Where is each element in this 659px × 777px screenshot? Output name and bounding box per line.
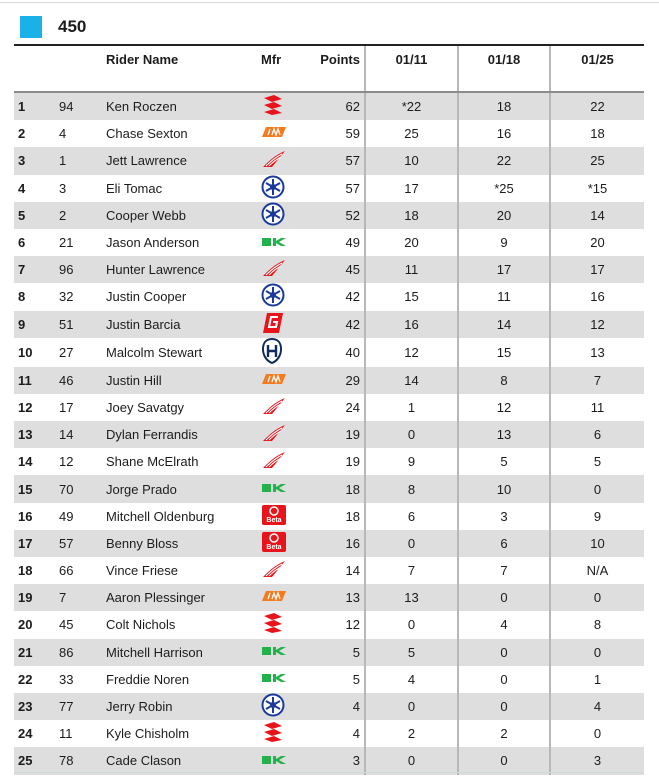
points-cell: 57 <box>315 147 365 174</box>
table-row[interactable] <box>14 693 644 720</box>
manufacturer-cell <box>261 338 315 367</box>
race-0125-cell: 0 <box>550 584 644 611</box>
rider-name-cell: Justin Cooper <box>106 283 261 310</box>
col-header-points[interactable]: Points <box>315 46 365 92</box>
points-cell: 62 <box>315 92 365 120</box>
rider-number-cell: 86 <box>55 639 106 666</box>
race-0111-cell: 17 <box>365 175 458 202</box>
race-0125-cell: 13 <box>550 338 644 367</box>
table-row[interactable] <box>14 256 644 283</box>
table-row[interactable] <box>14 611 644 638</box>
race-0125-cell: 0 <box>550 475 644 502</box>
race-0111-cell: 5 <box>365 639 458 666</box>
ktm-logo-icon <box>261 125 287 142</box>
manufacturer-cell <box>261 120 315 147</box>
manufacturer-cell <box>261 448 315 475</box>
manufacturer-cell <box>261 394 315 421</box>
position-cell: 18 <box>14 557 55 584</box>
ktm-logo-icon <box>261 372 287 389</box>
rider-name-cell: Vince Friese <box>106 557 261 584</box>
position-cell: 10 <box>14 338 55 367</box>
race-0111-cell: 20 <box>365 229 458 256</box>
manufacturer-cell <box>261 747 315 774</box>
race-0118-cell: 17 <box>458 256 550 283</box>
race-0111-cell: 12 <box>365 338 458 367</box>
suzuki-logo-icon <box>261 612 285 637</box>
rider-name-cell: Aaron Plessinger <box>106 584 261 611</box>
points-cell: 4 <box>315 693 365 720</box>
race-0125-cell: 11 <box>550 394 644 421</box>
manufacturer-cell <box>261 175 315 202</box>
rider-number-cell: 77 <box>55 693 106 720</box>
position-cell: 9 <box>14 311 55 338</box>
points-cell: 24 <box>315 394 365 421</box>
manufacturer-cell <box>261 311 315 338</box>
race-0111-cell: 4 <box>365 666 458 693</box>
table-row[interactable] <box>14 720 644 747</box>
position-cell: 20 <box>14 611 55 638</box>
position-cell: 19 <box>14 584 55 611</box>
race-0125-cell: 6 <box>550 421 644 448</box>
race-0111-cell: 11 <box>365 256 458 283</box>
rider-name-cell: Jason Anderson <box>106 229 261 256</box>
yamaha-logo-icon <box>261 175 285 202</box>
manufacturer-cell <box>261 611 315 638</box>
honda-logo-icon <box>261 423 287 446</box>
yamaha-logo-icon <box>261 693 285 720</box>
table-row[interactable] <box>14 530 644 557</box>
race-0125-cell: 16 <box>550 283 644 310</box>
race-0125-cell: 12 <box>550 311 644 338</box>
position-cell: 13 <box>14 421 55 448</box>
race-0111-cell: 0 <box>365 530 458 557</box>
husqvarna-logo-icon <box>261 338 283 367</box>
honda-logo-icon <box>261 396 287 419</box>
table-row[interactable] <box>14 229 644 256</box>
rider-name-cell: Malcolm Stewart <box>106 338 261 367</box>
race-0111-cell: 9 <box>365 448 458 475</box>
position-cell: 16 <box>14 503 55 530</box>
race-0118-cell: *25 <box>458 175 550 202</box>
rider-name-cell: Kyle Chisholm <box>106 720 261 747</box>
position-cell: 1 <box>14 92 55 120</box>
beta-logo-icon <box>261 531 287 556</box>
rider-name-cell: Jorge Prado <box>106 475 261 502</box>
table-row[interactable] <box>14 421 644 448</box>
rider-name-cell: Mitchell Harrison <box>106 639 261 666</box>
position-cell: 25 <box>14 747 55 774</box>
position-cell: 23 <box>14 693 55 720</box>
race-0118-cell: 0 <box>458 584 550 611</box>
race-0111-cell: 0 <box>365 611 458 638</box>
position-cell: 24 <box>14 720 55 747</box>
table-row[interactable] <box>14 584 644 611</box>
race-0111-cell: 13 <box>365 584 458 611</box>
table-row[interactable] <box>14 639 644 666</box>
points-cell: 18 <box>315 475 365 502</box>
manufacturer-cell <box>261 639 315 666</box>
rider-number-cell: 7 <box>55 584 106 611</box>
race-0125-cell: 4 <box>550 693 644 720</box>
race-0125-cell: 0 <box>550 720 644 747</box>
race-0118-cell: 15 <box>458 338 550 367</box>
rider-name-cell: Jerry Robin <box>106 693 261 720</box>
position-cell: 11 <box>14 367 55 394</box>
suzuki-logo-icon <box>261 94 285 119</box>
rider-number-cell: 96 <box>55 256 106 283</box>
rider-name-cell: Justin Barcia <box>106 311 261 338</box>
table-row[interactable] <box>14 283 644 310</box>
rider-name-cell: Justin Hill <box>106 367 261 394</box>
honda-logo-icon <box>261 559 287 582</box>
race-0111-cell: 25 <box>365 120 458 147</box>
rider-number-cell: 45 <box>55 611 106 638</box>
rider-name-cell: Cade Clason <box>106 747 261 774</box>
manufacturer-cell <box>261 421 315 448</box>
yamaha-logo-icon <box>261 283 285 310</box>
race-0111-cell: 18 <box>365 202 458 229</box>
race-0118-cell: 9 <box>458 229 550 256</box>
rider-number-cell: 78 <box>55 747 106 774</box>
race-0125-cell: 5 <box>550 448 644 475</box>
svg-text:Beta: Beta <box>266 516 282 524</box>
race-0118-cell: 5 <box>458 448 550 475</box>
rider-name-cell: Shane McElrath <box>106 448 261 475</box>
race-0118-cell: 13 <box>458 421 550 448</box>
manufacturer-cell <box>261 256 315 283</box>
rider-number-cell: 32 <box>55 283 106 310</box>
race-0118-cell: 0 <box>458 747 550 774</box>
position-cell: 15 <box>14 475 55 502</box>
kawasaki-logo-icon <box>261 672 287 687</box>
honda-logo-icon <box>261 258 287 281</box>
points-cell: 49 <box>315 229 365 256</box>
race-0118-cell: 20 <box>458 202 550 229</box>
race-0125-cell: 8 <box>550 611 644 638</box>
standings-table <box>14 46 644 775</box>
race-0118-cell: 11 <box>458 283 550 310</box>
race-0125-cell: 22 <box>550 92 644 120</box>
race-0125-cell: 17 <box>550 256 644 283</box>
rider-number-cell: 33 <box>55 666 106 693</box>
table-row[interactable] <box>14 92 644 120</box>
race-0118-cell: 0 <box>458 639 550 666</box>
col-header-race-0118[interactable]: 01/18 <box>458 46 550 92</box>
race-0125-cell: 3 <box>550 747 644 774</box>
kawasaki-logo-icon <box>261 236 287 251</box>
points-cell: 4 <box>315 720 365 747</box>
manufacturer-cell <box>261 503 315 530</box>
rider-number-cell: 21 <box>55 229 106 256</box>
points-cell: 5 <box>315 666 365 693</box>
race-0111-cell: 0 <box>365 421 458 448</box>
race-0125-cell: 18 <box>550 120 644 147</box>
manufacturer-cell <box>261 283 315 310</box>
points-cell: 45 <box>315 256 365 283</box>
honda-logo-icon <box>261 149 287 172</box>
race-0118-cell: 22 <box>458 147 550 174</box>
points-cell: 5 <box>315 639 365 666</box>
position-cell: 14 <box>14 448 55 475</box>
position-cell: 6 <box>14 229 55 256</box>
race-0111-cell: 10 <box>365 147 458 174</box>
col-header-race-0125[interactable]: 01/25 <box>550 46 644 92</box>
race-0118-cell: 7 <box>458 557 550 584</box>
position-cell: 3 <box>14 147 55 174</box>
rider-number-cell: 17 <box>55 394 106 421</box>
position-cell: 7 <box>14 256 55 283</box>
position-cell: 2 <box>14 120 55 147</box>
suzuki-logo-icon <box>261 721 285 746</box>
race-0125-cell: 7 <box>550 367 644 394</box>
table-row[interactable] <box>14 475 644 502</box>
manufacturer-cell <box>261 530 315 557</box>
col-header-pos <box>14 46 55 92</box>
ktm-logo-icon <box>261 589 287 606</box>
position-cell: 8 <box>14 283 55 310</box>
race-0118-cell: 3 <box>458 503 550 530</box>
position-cell: 22 <box>14 666 55 693</box>
race-0118-cell: 12 <box>458 394 550 421</box>
race-0111-cell: 15 <box>365 283 458 310</box>
table-row[interactable] <box>14 367 644 394</box>
points-cell: 19 <box>315 421 365 448</box>
rider-number-cell: 70 <box>55 475 106 502</box>
race-0118-cell: 4 <box>458 611 550 638</box>
race-0118-cell: 16 <box>458 120 550 147</box>
points-cell: 12 <box>315 611 365 638</box>
table-row[interactable] <box>14 448 644 475</box>
rider-number-cell: 27 <box>55 338 106 367</box>
table-header-row <box>14 46 644 92</box>
race-0125-cell: *15 <box>550 175 644 202</box>
beta-logo-icon <box>261 504 287 529</box>
kawasaki-logo-icon <box>261 482 287 497</box>
rider-name-cell: Mitchell Oldenburg <box>106 503 261 530</box>
table-row[interactable] <box>14 503 644 530</box>
manufacturer-cell <box>261 92 315 120</box>
gasgas-logo-icon <box>261 312 285 337</box>
rider-number-cell: 1 <box>55 147 106 174</box>
race-0111-cell: 14 <box>365 367 458 394</box>
race-0118-cell: 6 <box>458 530 550 557</box>
points-cell: 14 <box>315 557 365 584</box>
race-0125-cell: 20 <box>550 229 644 256</box>
manufacturer-cell <box>261 584 315 611</box>
race-0118-cell: 2 <box>458 720 550 747</box>
race-0111-cell: 7 <box>365 557 458 584</box>
manufacturer-cell <box>261 367 315 394</box>
points-cell: 29 <box>315 367 365 394</box>
table-row[interactable] <box>14 147 644 174</box>
table-row[interactable] <box>14 311 644 338</box>
points-cell: 18 <box>315 503 365 530</box>
points-cell: 59 <box>315 120 365 147</box>
rider-number-cell: 49 <box>55 503 106 530</box>
points-cell: 16 <box>315 530 365 557</box>
position-cell: 21 <box>14 639 55 666</box>
kawasaki-logo-icon <box>261 645 287 660</box>
race-0125-cell: 14 <box>550 202 644 229</box>
race-0118-cell: 0 <box>458 693 550 720</box>
points-cell: 42 <box>315 283 365 310</box>
rider-name-cell: Chase Sexton <box>106 120 261 147</box>
bottom-divider <box>14 772 644 773</box>
points-cell: 57 <box>315 175 365 202</box>
manufacturer-cell <box>261 475 315 502</box>
rider-name-cell: Benny Bloss <box>106 530 261 557</box>
rider-number-cell: 66 <box>55 557 106 584</box>
col-header-rider[interactable]: Rider Name <box>106 46 261 92</box>
rider-number-cell: 57 <box>55 530 106 557</box>
race-0111-cell: 8 <box>365 475 458 502</box>
col-header-number <box>55 46 106 92</box>
points-cell: 52 <box>315 202 365 229</box>
manufacturer-cell <box>261 666 315 693</box>
position-cell: 12 <box>14 394 55 421</box>
race-0125-cell: 9 <box>550 503 644 530</box>
table-row[interactable] <box>14 747 644 774</box>
race-0118-cell: 10 <box>458 475 550 502</box>
position-cell: 5 <box>14 202 55 229</box>
rider-number-cell: 14 <box>55 421 106 448</box>
race-0125-cell: 0 <box>550 639 644 666</box>
table-row[interactable] <box>14 120 644 147</box>
col-header-race-0111[interactable]: 01/11 <box>365 46 458 92</box>
points-cell: 3 <box>315 747 365 774</box>
race-0125-cell: 10 <box>550 530 644 557</box>
race-0111-cell: 16 <box>365 311 458 338</box>
honda-logo-icon <box>261 450 287 473</box>
rider-name-cell: Eli Tomac <box>106 175 261 202</box>
race-0111-cell: 0 <box>365 693 458 720</box>
race-0111-cell: 0 <box>365 747 458 774</box>
race-0118-cell: 18 <box>458 92 550 120</box>
manufacturer-cell <box>261 147 315 174</box>
race-0118-cell: 14 <box>458 311 550 338</box>
race-0125-cell: 1 <box>550 666 644 693</box>
table-row[interactable] <box>14 394 644 421</box>
svg-text:Beta: Beta <box>266 543 282 551</box>
rider-number-cell: 51 <box>55 311 106 338</box>
position-cell: 17 <box>14 530 55 557</box>
manufacturer-cell <box>261 693 315 720</box>
rider-name-cell: Ken Roczen <box>106 92 261 120</box>
class-header <box>20 15 86 39</box>
points-cell: 42 <box>315 311 365 338</box>
class-title: 450 <box>58 17 87 36</box>
race-0111-cell: 6 <box>365 503 458 530</box>
points-cell: 13 <box>315 584 365 611</box>
rider-number-cell: 94 <box>55 92 106 120</box>
rider-name-cell: Cooper Webb <box>106 202 261 229</box>
manufacturer-cell <box>261 557 315 584</box>
rider-name-cell: Dylan Ferrandis <box>106 421 261 448</box>
race-0111-cell: 2 <box>365 720 458 747</box>
rider-number-cell: 4 <box>55 120 106 147</box>
race-0125-cell: 25 <box>550 147 644 174</box>
rider-number-cell: 3 <box>55 175 106 202</box>
table-row[interactable] <box>14 202 644 229</box>
points-cell: 19 <box>315 448 365 475</box>
table-row[interactable] <box>14 666 644 693</box>
manufacturer-cell <box>261 202 315 229</box>
rider-name-cell: Jett Lawrence <box>106 147 261 174</box>
table-row[interactable] <box>14 557 644 584</box>
rider-name-cell: Freddie Noren <box>106 666 261 693</box>
rider-number-cell: 12 <box>55 448 106 475</box>
rider-name-cell: Colt Nichols <box>106 611 261 638</box>
race-0125-cell: N/A <box>550 557 644 584</box>
race-0118-cell: 8 <box>458 367 550 394</box>
class-color-swatch <box>20 16 42 38</box>
kawasaki-logo-icon <box>261 754 287 769</box>
rider-name-cell: Joey Savatgy <box>106 394 261 421</box>
position-cell: 4 <box>14 175 55 202</box>
col-header-mfr[interactable]: Mfr <box>261 46 315 92</box>
yamaha-logo-icon <box>261 202 285 229</box>
race-0118-cell: 0 <box>458 666 550 693</box>
rider-number-cell: 2 <box>55 202 106 229</box>
manufacturer-cell <box>261 229 315 256</box>
rider-number-cell: 11 <box>55 720 106 747</box>
top-divider <box>0 2 659 3</box>
manufacturer-cell <box>261 720 315 747</box>
table-row[interactable] <box>14 175 644 202</box>
race-0111-cell: *22 <box>365 92 458 120</box>
race-0111-cell: 1 <box>365 394 458 421</box>
table-row[interactable] <box>14 338 644 367</box>
rider-number-cell: 46 <box>55 367 106 394</box>
rider-name-cell: Hunter Lawrence <box>106 256 261 283</box>
points-cell: 40 <box>315 338 365 367</box>
